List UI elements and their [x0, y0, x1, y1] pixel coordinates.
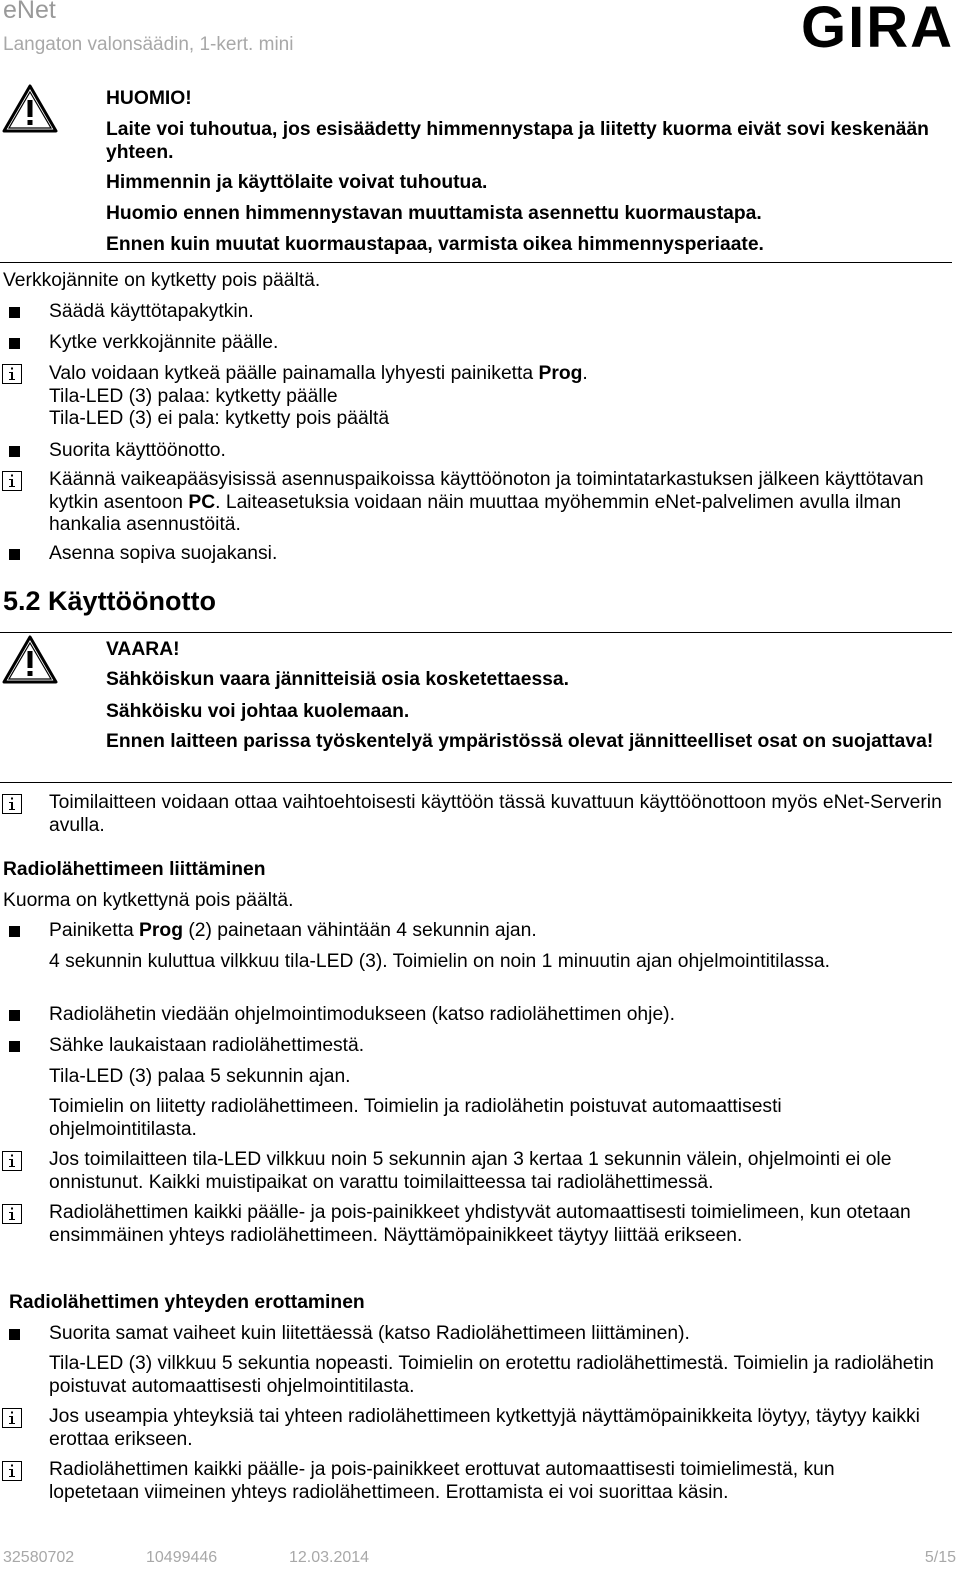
step-text: Kytke verkkojännite päälle.	[49, 332, 279, 353]
warning-title: HUOMIO!	[106, 88, 192, 109]
subsection-heading: Radiolähettimen yhteyden erottaminen	[9, 1292, 365, 1313]
info-icon	[2, 1204, 22, 1224]
info-icon	[2, 364, 22, 384]
warning-title: VAARA!	[106, 639, 180, 660]
info-text: Toimilaitteen voidaan ottaa vaihtoehtoisesti käyttöön tässä kuvattuun käyttöönottoon myös eNet-Serverin avulla.	[49, 792, 942, 836]
divider	[0, 262, 952, 263]
divider	[0, 632, 952, 633]
step-bullet-icon	[9, 307, 20, 318]
warning-line: Himmennin ja käyttölaite voivat tuhoutua.	[106, 172, 488, 193]
info-icon	[2, 471, 22, 491]
step-text: Suorita samat vaiheet kuin liitettäessä (katso Radiolähettimeen liittäminen).	[49, 1323, 690, 1344]
warning-triangle-icon	[2, 635, 58, 685]
step-bullet-icon	[9, 1041, 20, 1052]
step-text: Sähke laukaistaan radiolähettimestä.	[49, 1035, 365, 1056]
step-bullet-icon	[9, 549, 20, 560]
info-text: Jos useampia yhteyksiä tai yhteen radiolähettimeen kytkettyjä näyttämöpainikkeita löytyy, täytyy kaikki erottaa erikseen.	[49, 1406, 920, 1450]
info-icon	[2, 1461, 22, 1481]
result-text: Toimielin on liitetty radiolähettimeen. Toimielin ja radiolähetin poistuvat automaattisesti ohjelmointitilasta.	[49, 1096, 782, 1140]
result-text: Tila-LED (3) vilkkuu 5 sekuntia nopeasti. Toimielin on erotettu radiolähettimestä. Toimielin ja radiolähetin poistuvat automaattisesti ohjelmointitilasta.	[49, 1353, 934, 1397]
divider	[0, 782, 952, 783]
step-text: Säädä käyttötapakytkin.	[49, 301, 254, 322]
info-icon	[2, 1408, 22, 1428]
step-text: Suorita käyttöönotto.	[49, 440, 226, 461]
step-bullet-icon	[9, 338, 20, 349]
subsection-heading: Radiolähettimeen liittäminen	[3, 859, 266, 880]
warning-line: Sähköiskun vaara jännitteisiä osia kosketettaessa.	[106, 669, 569, 690]
warning-line: Laite voi tuhoutua, jos esisäädetty himmennystapa ja liitetty kuorma eivät sovi keskenään yhteen.	[106, 119, 929, 163]
info-text: Tila-LED (3) palaa: kytketty päälle	[49, 386, 338, 407]
precondition: Verkkojännite on kytketty pois päältä.	[3, 270, 321, 291]
footer-date: 12.03.2014	[289, 1549, 370, 1566]
warning-line: Sähköisku voi johtaa kuolemaan.	[106, 701, 410, 722]
info-icon	[2, 1151, 22, 1171]
gira-logo: GIRA	[801, 0, 954, 60]
info-text: Tila-LED (3) ei pala: kytketty pois päältä	[49, 408, 390, 429]
result-text: Tila-LED (3) palaa 5 sekunnin ajan.	[49, 1066, 351, 1087]
step-bullet-icon	[9, 446, 20, 457]
info-text: Käännä vaikeapääsyisissä asennuspaikoissa käyttöönoton ja toimintatarkastuksen jälkeen käyttötavan kytkin asentoon PC. Laiteasetuksia voidaan näin muuttaa myöhemmin eNet-palvelimen avulla ilman hankalia asennustöitä.	[49, 469, 924, 535]
footer-page-number: 5/15	[924, 1549, 956, 1566]
step-bullet-icon	[9, 1329, 20, 1340]
footer-article-number: 10499446	[146, 1549, 218, 1566]
precondition: Kuorma on kytkettynä pois päältä.	[3, 890, 294, 911]
warning-line: Huomio ennen himmennystavan muuttamista asennettu kuormaustapa.	[106, 203, 762, 224]
header-subtitle: Langaton valonsäädin, 1-kert. mini	[3, 34, 294, 55]
step-text: Asenna sopiva suojakansi.	[49, 543, 278, 564]
info-text: Jos toimilaitteen tila-LED vilkkuu noin 5 sekunnin ajan 3 kertaa 1 sekunnin välein, ohjelmointi ei ole onnistunut. Kaikki muistipaikat on varattu toimilaitteessa tai radiolähettimessä.	[49, 1149, 892, 1193]
info-text: Radiolähettimen kaikki päälle- ja pois-painikkeet erottuvat automaattisesti toimielimestä, kun lopetetaan viimeinen yhteys radiolähettimeen. Erottamista ei voi suorittaa käsin.	[49, 1459, 835, 1503]
step-text: Radiolähetin viedään ohjelmointimodukseen (katso radiolähettimen ohje).	[49, 1004, 675, 1025]
header-brand: eNet	[3, 0, 56, 24]
step-text: Painiketta Prog (2) painetaan vähintään 4 sekunnin ajan.	[49, 920, 537, 941]
info-icon	[2, 794, 22, 814]
info-text: Valo voidaan kytkeä päälle painamalla lyhyesti painiketta Prog.	[49, 363, 588, 384]
warning-line: Ennen kuin muutat kuormaustapaa, varmista oikea himmennysperiaate.	[106, 234, 764, 255]
section-heading: 5.2 Käyttöönotto	[3, 586, 216, 616]
warning-triangle-icon	[2, 84, 58, 134]
info-text: Radiolähettimen kaikki päälle- ja pois-painikkeet yhdistyvät automaattisesti toimielimeen, kun otetaan ensimmäinen yhteys radiolähettimeen. Näyttämöpainikkeet täytyy liittää erikseen.	[49, 1202, 911, 1246]
result-text: 4 sekunnin kuluttua vilkkuu tila-LED (3). Toimielin on noin 1 minuutin ajan ohjelmointitilassa.	[49, 951, 830, 972]
warning-line: Ennen laitteen parissa työskentelyä ympäristössä olevat jännitteelliset osat on suojattava!	[106, 731, 934, 752]
footer-doc-number: 32580702	[3, 1549, 75, 1566]
step-bullet-icon	[9, 926, 20, 937]
step-bullet-icon	[9, 1010, 20, 1021]
